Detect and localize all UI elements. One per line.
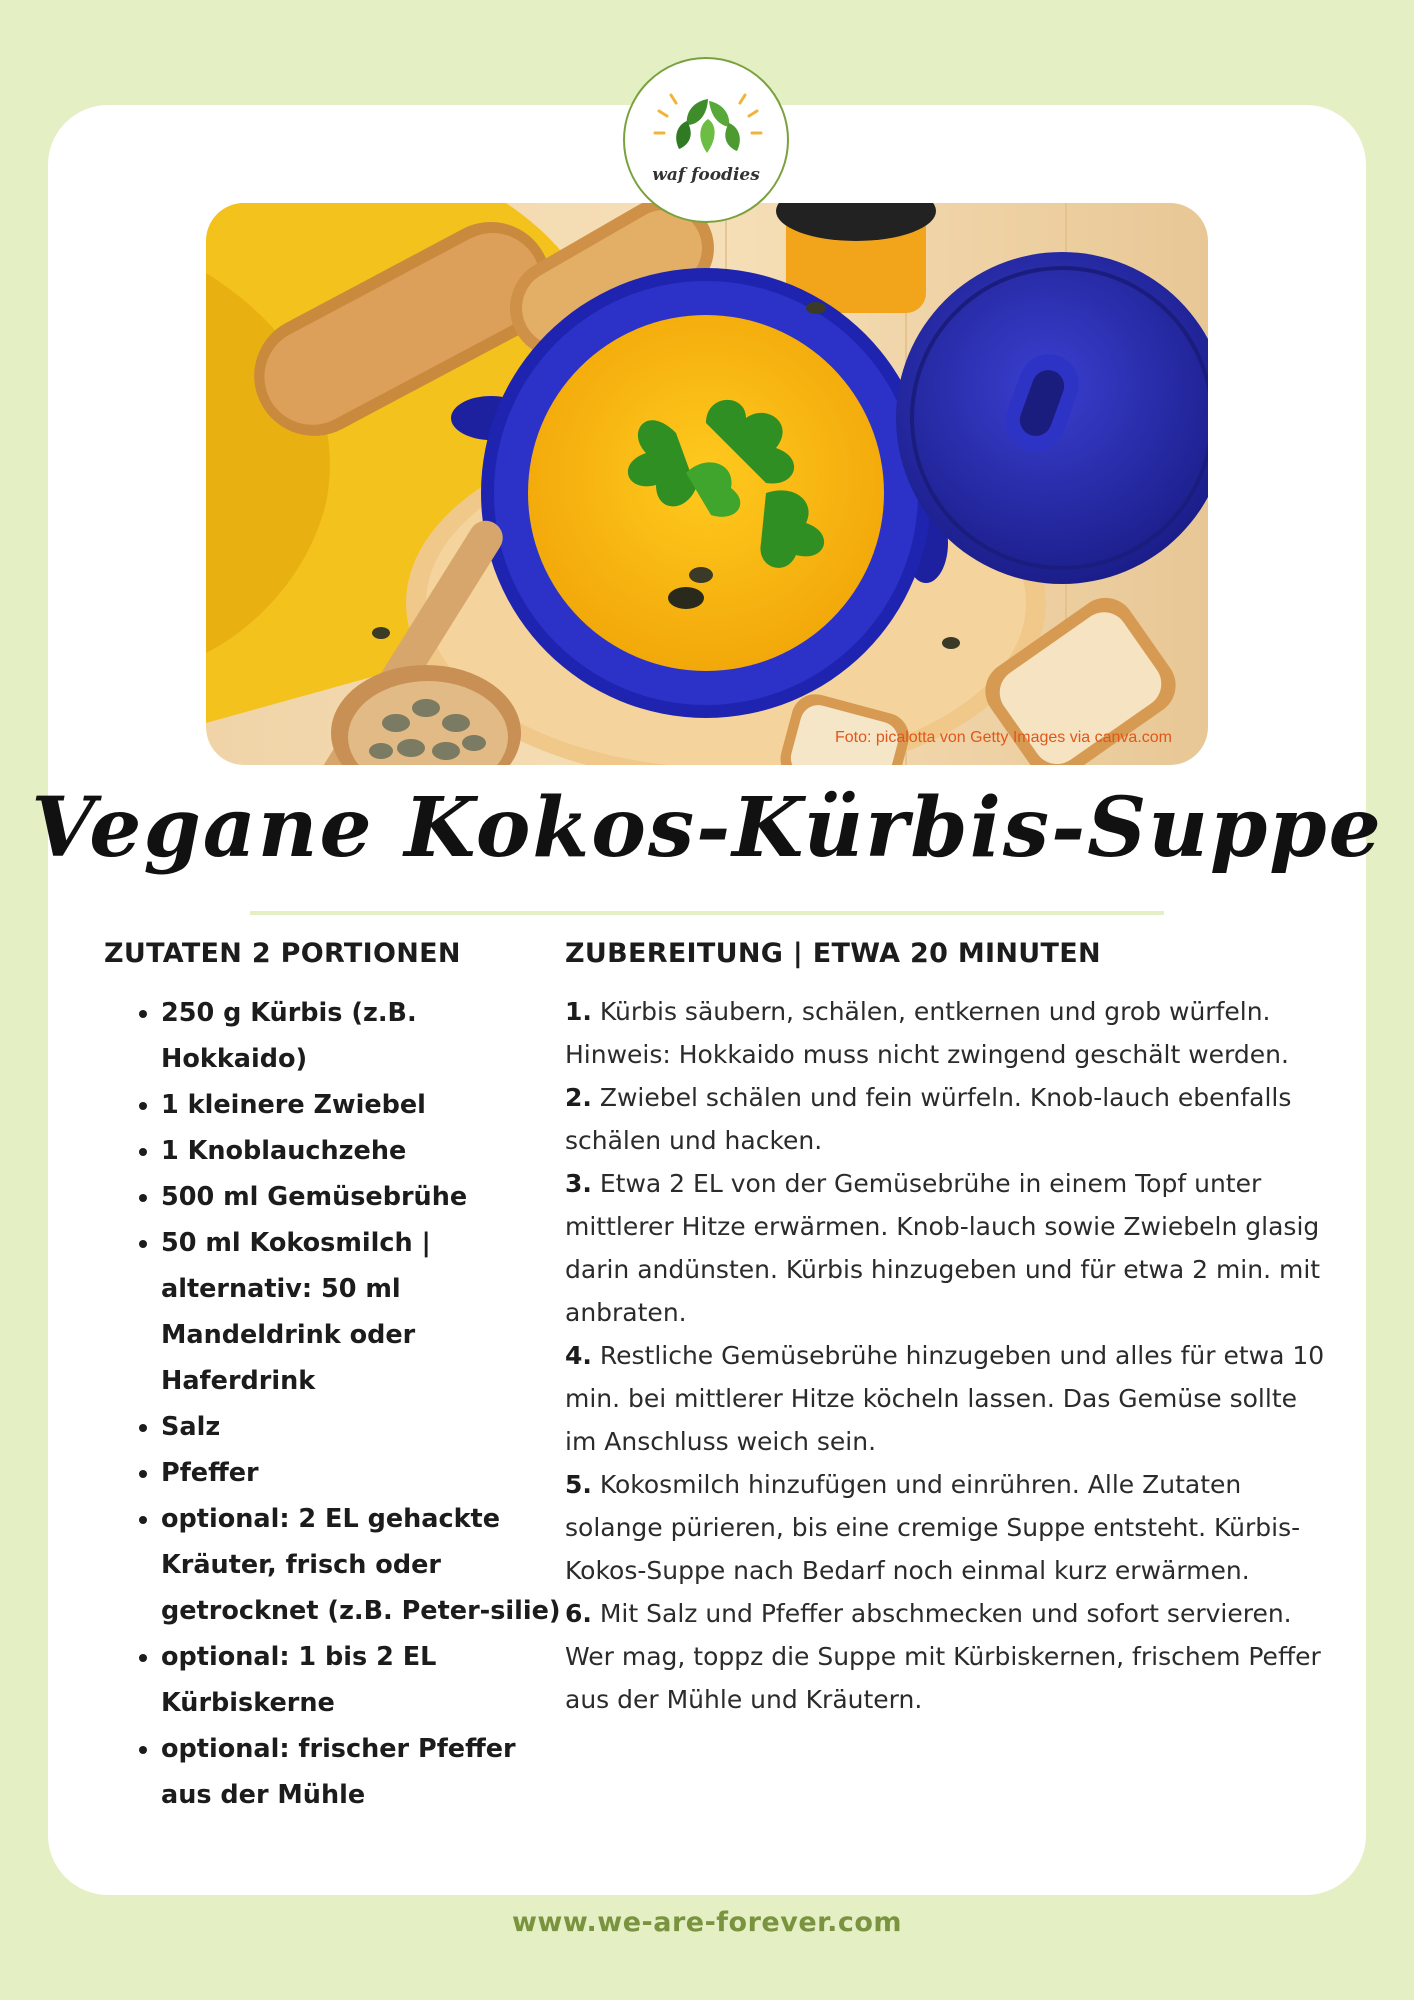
ingredient-item: • 50 ml Kokosmilch | alternativ: 50 ml Mandeldrink oder Haferdrink [161,1220,564,1404]
ingredient-item: • Salz [161,1404,564,1450]
logo-text: waf foodies [652,165,760,185]
step-list [565,990,1335,1721]
step-number: 4. [565,1341,592,1370]
step-item [565,1334,1335,1463]
step-item [565,1592,1335,1721]
preparation-section [565,934,1335,1721]
step-text: Restliche Gemüsebrühe hinzugeben und alles für etwa 10 min. bei mittlerer Hitze köcheln lassen. Das Gemüse sollte im Anschluss weich sein. [565,1341,1325,1456]
ingredient-list [104,990,564,1818]
ingredient-item: • optional: frischer Pfeffer aus der Mühle [161,1726,564,1818]
ingredients-section [104,934,564,1818]
step-number: 6. [565,1599,592,1628]
step-number: 1. [565,997,592,1026]
ingredient-item: • optional: 1 bis 2 EL Kürbiskerne [161,1634,564,1726]
title-divider [250,911,1164,915]
step-text: Etwa 2 EL von der Gemüsebrühe in einem Topf unter mittlerer Hitze erwärmen. Knob-lauch sowie Zwiebeln glasig darin andünsten. Kürbis hinzugeben und für etwa 2 min. mit anbraten. [565,1169,1321,1327]
recipe-title: Vegane Kokos-Kürbis-Suppe [31,780,1383,876]
hero-photo [206,203,1208,765]
step-item [565,1076,1335,1162]
preparation-heading: ZUBEREITUNG | ETWA 20 MINUTEN [565,938,1101,969]
step-text: Kokosmilch hinzufügen und einrühren. Alle Zutaten solange pürieren, bis eine cremige Suppe entsteht. Kürbis-Kokos-Suppe nach Bedarf noch einmal kurz erwärmen. [565,1470,1301,1585]
step-item [565,990,1335,1076]
photo-credit: Foto: picalotta von Getty Images via canva.com [834,729,1172,746]
ingredient-item: • optional: 2 EL gehackte Kräuter, frisch oder getrocknet (z.B. Peter-silie) [161,1496,564,1634]
ingredient-item: • 250 g Kürbis (z.B. Hokkaido) [161,990,564,1082]
ingredient-item: • 1 Knoblauchzehe [161,1128,564,1174]
website-link[interactable]: www.we-are-forever.com [511,1907,903,1938]
ingredients-heading: ZUTATEN 2 PORTIONEN [104,938,461,969]
soup-photo-illustration [206,203,1208,765]
step-item [565,1463,1335,1592]
step-text: Kürbis säubern, schälen, entkernen und grob würfeln. Hinweis: Hokkaido muss nicht zwingend geschält werden. [565,997,1289,1069]
ingredient-item: • 1 kleinere Zwiebel [161,1082,564,1128]
step-number: 2. [565,1083,592,1112]
step-text: Mit Salz und Pfeffer abschmecken und sofort servieren. Wer mag, toppz die Suppe mit Kürbiskernen, frischem Peffer aus der Mühle und Kräutern. [565,1599,1321,1714]
ingredient-item: • 500 ml Gemüsebrühe [161,1174,564,1220]
step-number: 5. [565,1470,592,1499]
step-number: 3. [565,1169,592,1198]
basil-icon [625,59,791,225]
step-text: Zwiebel schälen und fein würfeln. Knob-lauch ebenfalls schälen und hacken. [565,1083,1292,1155]
brand-logo [623,57,789,223]
step-item [565,1162,1335,1334]
ingredient-item: • Pfeffer [161,1450,564,1496]
